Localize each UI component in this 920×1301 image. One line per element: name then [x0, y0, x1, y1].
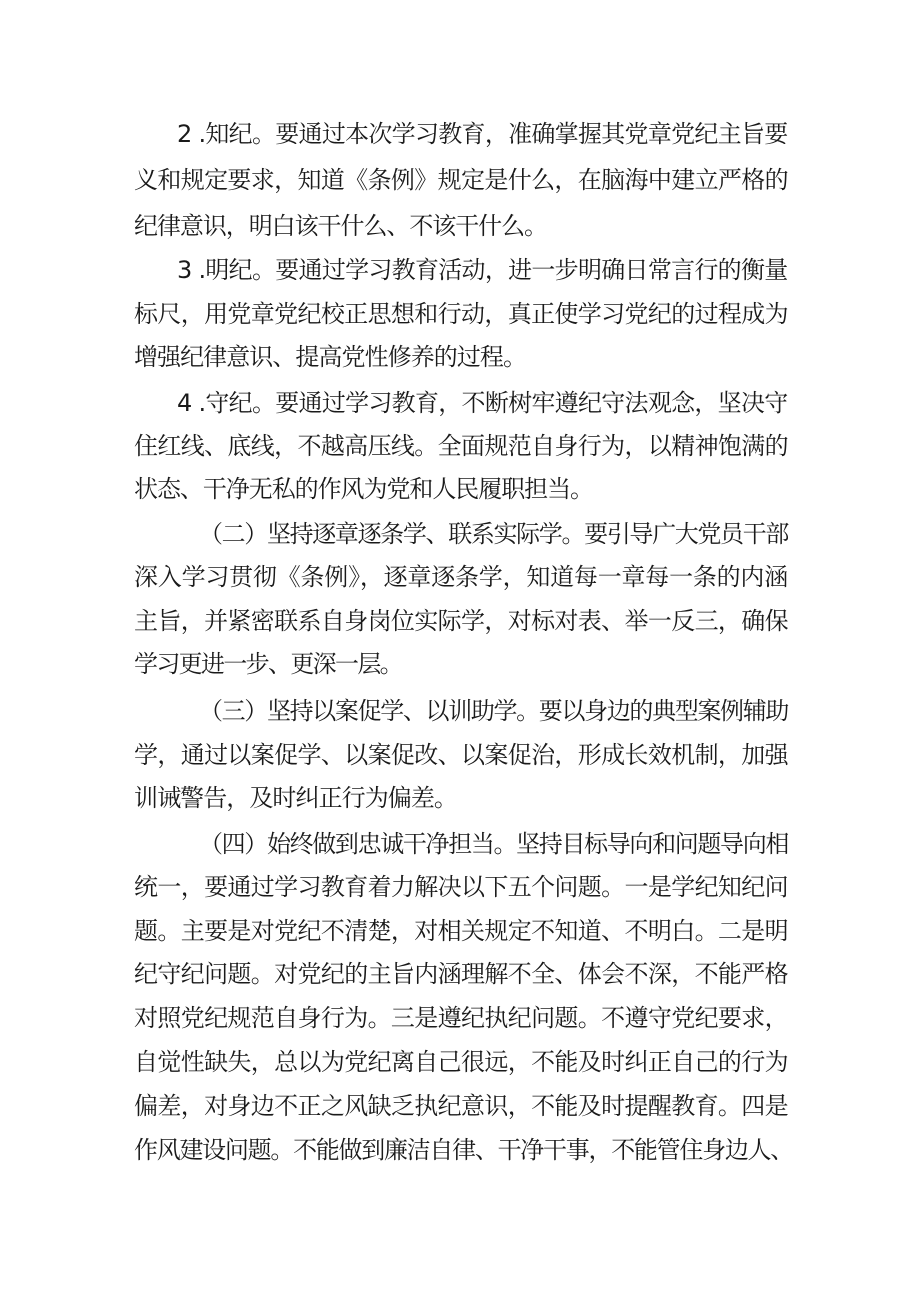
text-line-6: 增强纪律意识、提高党性修养的过程。 [134, 343, 527, 371]
text-line-11: 深入学习贯彻《条例》，逐章逐条学，知道每一章每一条的内涵 [134, 563, 789, 591]
text-line-19: 题。主要是对党纪不清楚，对相关规定不知道、不明白。二是明 [134, 917, 788, 945]
text-line-10: （二）坚持逐章逐条学、联系实际学。要引导广大党员干部 [199, 520, 789, 548]
text-line-4: 3 .明纪。要通过学习教育活动，进一步明确日常言行的衡量 [177, 256, 788, 284]
text-line-2: 义和规定要求，知道《条例》规定是什么，在脑海中建立严格的 [134, 166, 788, 194]
text-line-15: 学，通过以案促学、以案促改、以案促治，形成长效机制，加强 [134, 741, 788, 769]
text-line-20: 纪守纪问题。对党纪的主旨内涵理解不全、体会不深，不能严格 [134, 960, 788, 988]
text-line-3: 纪律意识，明白该干什么、不该干什么。 [134, 212, 547, 240]
text-line-14: （三）坚持以案促学、以训助学。要以身边的典型案例辅助 [199, 697, 789, 725]
text-line-17: （四）始终做到忠诚干净担当。坚持目标导向和问题导向相 [199, 830, 789, 858]
text-line-13: 学习更进一步、更深一层。 [134, 650, 402, 678]
text-line-1: 2 .知纪。要通过本次学习教育，准确掌握其党章党纪主旨要 [177, 120, 788, 148]
text-line-7: 4 .守纪。要通过学习教育，不断树牢遵纪守法观念，坚决守 [177, 389, 788, 417]
text-line-8: 住红线、底线，不越高压线。全面规范自身行为，以精神饱满的 [134, 432, 788, 460]
text-line-22: 自觉性缺失，总以为党纪离自己很远，不能及时纠正自己的行为 [134, 1048, 788, 1076]
text-line-23: 偏差，对身边不正之风缺乏执纪意识，不能及时提醒教育。四是 [134, 1092, 788, 1120]
text-line-12: 主旨，并紧密联系自身岗位实际学，对标对表、举一反三，确保 [134, 607, 788, 635]
text-line-21: 对照党纪规范自身行为。三是遵纪执纪问题。不遵守党纪要求， [134, 1004, 788, 1032]
text-line-24: 作风建设问题。不能做到廉洁自律、干净干事，不能管住身边人、 [134, 1136, 793, 1164]
text-line-18: 统一，要通过学习教育着力解决以下五个问题。一是学纪知纪问 [134, 873, 788, 901]
text-line-5: 标尺，用党章党纪校正思想和行动，真正使学习党纪的过程成为 [134, 300, 788, 328]
text-line-16: 训诫警告，及时纠正行为偏差。 [134, 784, 457, 812]
text-line-9: 状态、干净无私的作风为党和人民履职担当。 [134, 475, 593, 503]
